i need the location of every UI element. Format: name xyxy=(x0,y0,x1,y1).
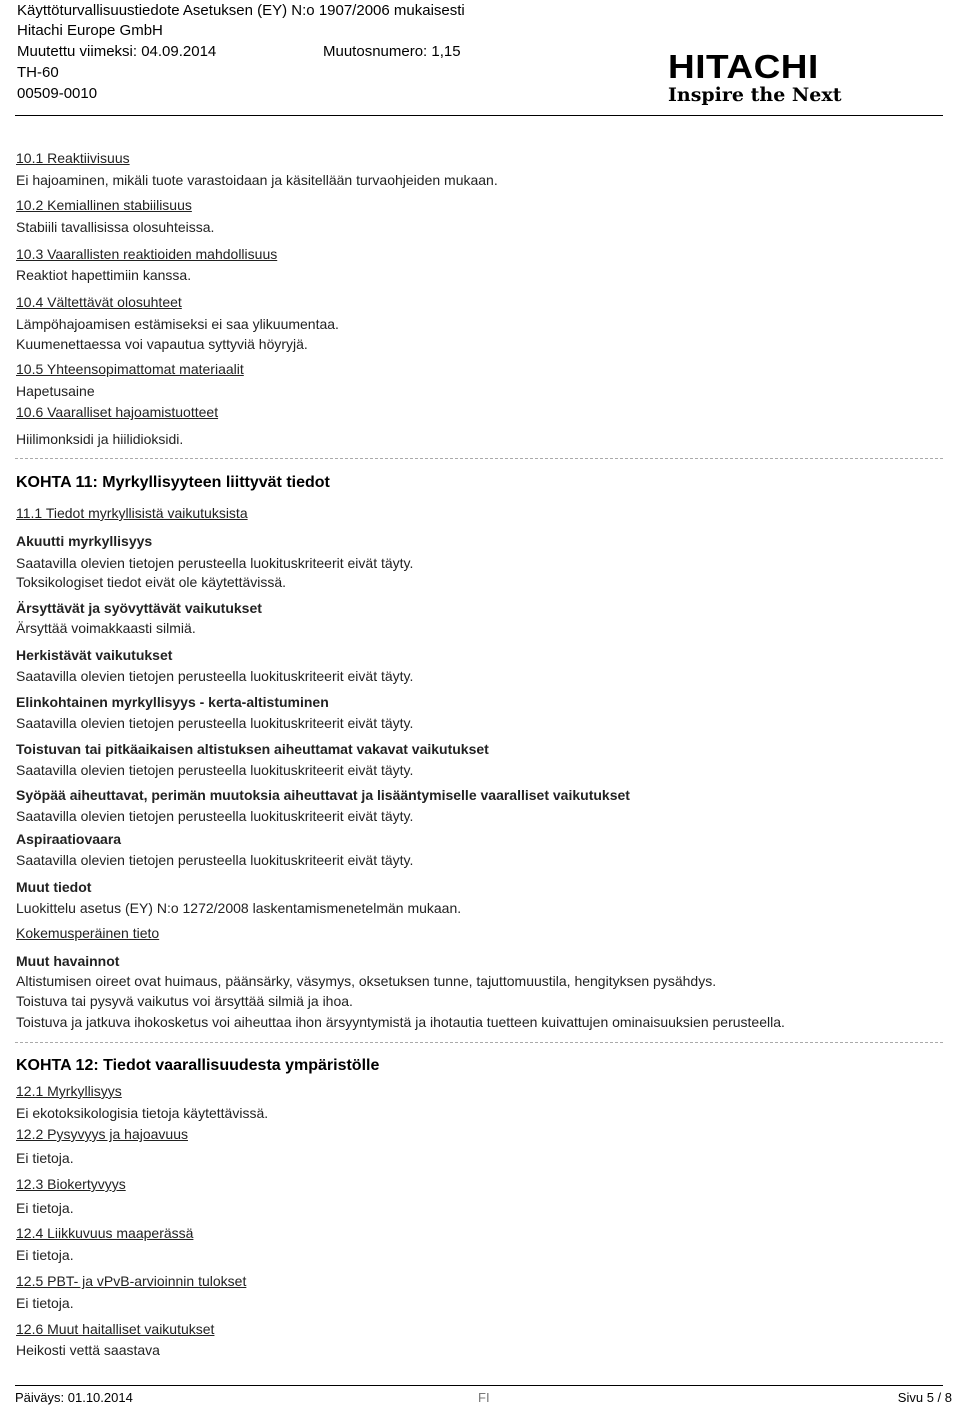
product-name: TH-60 xyxy=(17,64,59,81)
hitachi-logo: HITACHI Inspire the Next xyxy=(668,48,842,106)
text-10-4b: Kuumenettaessa voi vapautua syttyviä höyryjä. xyxy=(16,336,308,352)
header-rule xyxy=(15,115,943,116)
aspiration-heading: Aspiraatiovaara xyxy=(16,831,122,847)
experience-heading: Kokemusperäinen tieto xyxy=(16,925,160,941)
observations-heading: Muut havainnot xyxy=(16,953,120,969)
observations-text-1: Altistumisen oireet ovat huimaus, päänsärky, väsymys, oksetuksen tunne, tajuttomuustila, hengityksen pysähdys. xyxy=(16,973,717,989)
heading-12-4: 12.4 Liikkuvuus maaperässä xyxy=(16,1225,194,1241)
text-12-1: Ei ekotoksikologisia tietoja käytettävissä. xyxy=(16,1105,269,1121)
cmr-heading: Syöpää aiheuttavat, perimän muutoksia aiheuttavat ja lisääntymiselle vaaralliset vaikutukset xyxy=(16,787,630,803)
document-title: Käyttöturvallisuustiedote Asetuksen (EY) N:o 1907/2006 mukaisesti xyxy=(17,2,465,19)
footer-language: FI xyxy=(478,1390,490,1405)
footer-rule xyxy=(15,1385,943,1386)
heading-12-5: 12.5 PBT- ja vPvB-arvioinnin tulokset xyxy=(16,1273,247,1289)
sensitisation-text: Saatavilla olevien tietojen perusteella luokituskriteerit eivät täyty. xyxy=(16,668,414,684)
text-12-3: Ei tietoja. xyxy=(16,1200,74,1216)
footer-date: Päiväys: 01.10.2014 xyxy=(15,1390,133,1405)
stot-single-heading: Elinkohtainen myrkyllisyys - kerta-altistuminen xyxy=(16,694,329,710)
other-info-text: Luokittelu asetus (EY) N:o 1272/2008 laskentamismenetelmän mukaan. xyxy=(16,900,462,916)
text-12-2: Ei tietoja. xyxy=(16,1150,74,1166)
aspiration-text: Saatavilla olevien tietojen perusteella luokituskriteerit eivät täyty. xyxy=(16,852,414,868)
cmr-text: Saatavilla olevien tietojen perusteella luokituskriteerit eivät täyty. xyxy=(16,808,414,824)
text-12-4: Ei tietoja. xyxy=(16,1247,74,1263)
heading-11-1: 11.1 Tiedot myrkyllisistä vaikutuksista xyxy=(16,505,248,521)
observations-text-3: Toistuva ja jatkuva ihokosketus voi aiheuttaa ihon ärsyyntymistä ja ihotautia tuetteen kuivattujen ominaisuuksien perusteella. xyxy=(16,1014,785,1030)
section-divider xyxy=(15,1042,943,1043)
text-10-2: Stabiili tavallisissa olosuhteissa. xyxy=(16,219,215,235)
heading-10-6: 10.6 Vaaralliset hajoamistuotteet xyxy=(16,404,219,420)
heading-10-5: 10.5 Yhteensopimattomat materiaalit xyxy=(16,361,244,377)
revision-number: Muutosnumero: 1,15 xyxy=(323,43,461,60)
section-11-title: KOHTA 11: Myrkyllisyyteen liittyvät tiedot xyxy=(16,474,330,491)
heading-10-3: 10.3 Vaarallisten reaktioiden mahdollisuus xyxy=(16,246,278,262)
product-code: 00509-0010 xyxy=(17,85,98,102)
text-10-3: Reaktiot hapettimiin kanssa. xyxy=(16,267,192,283)
company-name: Hitachi Europe GmbH xyxy=(17,22,163,39)
text-12-5: Ei tietoja. xyxy=(16,1295,74,1311)
heading-12-1: 12.1 Myrkyllisyys xyxy=(16,1083,122,1099)
footer-page-number: Sivu 5 / 8 xyxy=(897,1390,952,1405)
stot-repeated-heading: Toistuvan tai pitkäaikaisen altistuksen aiheuttamat vakavat vaikutukset xyxy=(16,741,489,757)
acute-toxicity-heading: Akuutti myrkyllisyys xyxy=(16,533,153,549)
other-info-heading: Muut tiedot xyxy=(16,879,92,895)
text-12-6: Heikosti vettä saastava xyxy=(16,1342,160,1358)
heading-12-2: 12.2 Pysyvyys ja hajoavuus xyxy=(16,1126,188,1142)
heading-10-2: 10.2 Kemiallinen stabiilisuus xyxy=(16,197,192,213)
irritation-text: Ärsyttää voimakkaasti silmiä. xyxy=(16,620,196,636)
observations-text-2: Toistuva tai pysyvä vaikutus voi ärsyttää silmiä ja ihoa. xyxy=(16,993,353,1009)
text-10-5: Hapetusaine xyxy=(16,383,95,399)
acute-toxicity-text-2: Toksikologiset tiedot eivät ole käytettävissä. xyxy=(16,574,287,590)
text-10-4a: Lämpöhajoamisen estämiseksi ei saa ylikuumentaa. xyxy=(16,316,339,332)
acute-toxicity-text-1: Saatavilla olevien tietojen perusteella luokituskriteerit eivät täyty. xyxy=(16,555,414,571)
heading-10-4: 10.4 Vältettävät olosuhteet xyxy=(16,294,182,310)
stot-single-text: Saatavilla olevien tietojen perusteella luokituskriteerit eivät täyty. xyxy=(16,715,414,731)
stot-repeated-text: Saatavilla olevien tietojen perusteella luokituskriteerit eivät täyty. xyxy=(16,762,414,778)
text-10-6: Hiilimonksidi ja hiilidioksidi. xyxy=(16,431,184,447)
sensitisation-heading: Herkistävät vaikutukset xyxy=(16,647,173,663)
heading-10-1: 10.1 Reaktiivisuus xyxy=(16,150,130,166)
modified-date: Muutettu viimeksi: 04.09.2014 xyxy=(17,43,217,60)
text-10-1: Ei hajoaminen, mikäli tuote varastoidaan ja käsitellään turvaohjeiden mukaan. xyxy=(16,172,498,188)
heading-12-6: 12.6 Muut haitalliset vaikutukset xyxy=(16,1321,215,1337)
section-divider xyxy=(15,458,943,459)
irritation-heading: Ärsyttävät ja syövyttävät vaikutukset xyxy=(16,600,262,616)
heading-12-3: 12.3 Biokertyvyys xyxy=(16,1176,126,1192)
section-12-title: KOHTA 12: Tiedot vaarallisuudesta ympäristölle xyxy=(16,1057,380,1074)
